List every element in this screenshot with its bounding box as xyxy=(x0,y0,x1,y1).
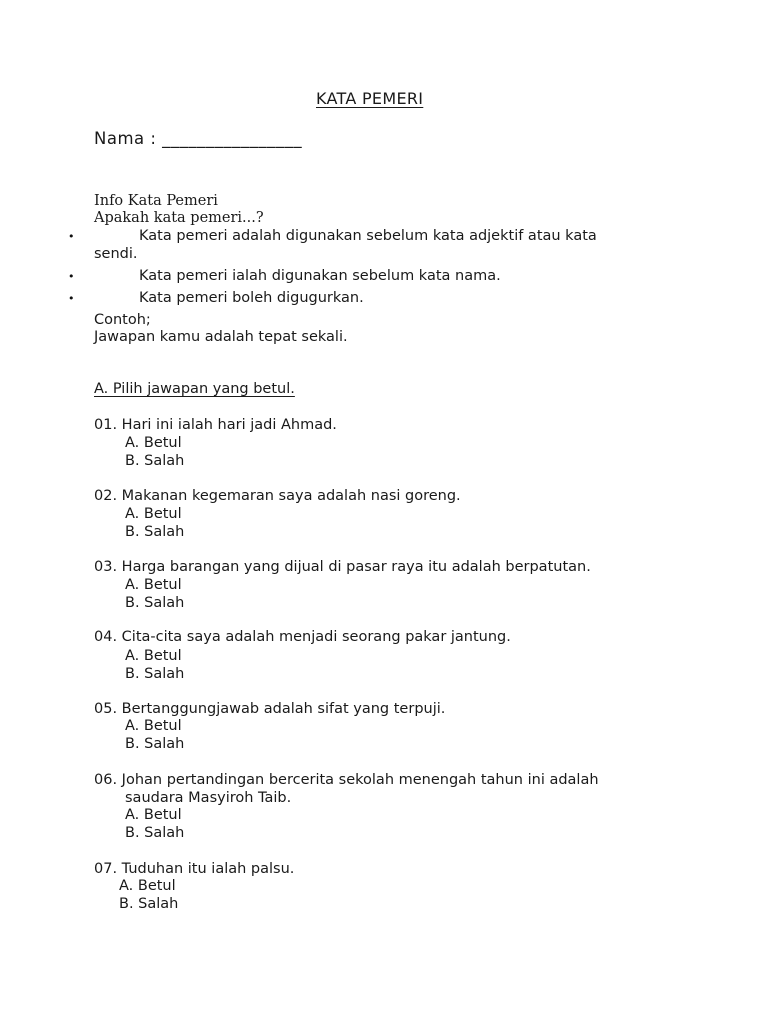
option-b: B. Salah xyxy=(119,896,179,912)
question-text: 07. Tuduhan itu ialah palsu. xyxy=(94,861,295,877)
bullet-text-1-cont: sendi. xyxy=(94,246,138,262)
bullet-text-1: Kata pemeri adalah digunakan sebelum kata adjektif atau kata xyxy=(139,228,597,244)
question-text: 01. Hari ini ialah hari jadi Ahmad. xyxy=(94,417,337,433)
section-a-heading: A. Pilih jawapan yang betul. xyxy=(94,381,295,397)
option-a: A. Betul xyxy=(125,577,182,593)
contoh-text: Jawapan kamu adalah tepat sekali. xyxy=(94,329,348,345)
question-text: 02. Makanan kegemaran saya adalah nasi goreng. xyxy=(94,488,461,504)
bullet-text-2: Kata pemeri ialah digunakan sebelum kata nama. xyxy=(139,268,501,284)
option-a: A. Betul xyxy=(119,878,176,894)
question-text: 05. Bertanggungjawab adalah sifat yang terpuji. xyxy=(94,701,446,717)
option-b: B. Salah xyxy=(125,736,185,752)
info-question: Apakah kata pemeri...? xyxy=(94,210,264,226)
bullet-icon: • xyxy=(68,230,75,243)
option-a: A. Betul xyxy=(125,506,182,522)
option-a: A. Betul xyxy=(125,718,182,734)
info-heading: Info Kata Pemeri xyxy=(94,193,218,209)
option-b: B. Salah xyxy=(125,825,185,841)
option-a: A. Betul xyxy=(125,648,182,664)
option-b: B. Salah xyxy=(125,524,185,540)
option-b: B. Salah xyxy=(125,666,185,682)
name-field-line: Nama : ________________ xyxy=(94,129,303,148)
question-text: 06. Johan pertandingan bercerita sekolah menengah tahun ini adalah xyxy=(94,772,599,788)
option-a: A. Betul xyxy=(125,807,182,823)
bullet-text-3: Kata pemeri boleh digugurkan. xyxy=(139,290,364,306)
bullet-icon: • xyxy=(68,292,75,305)
question-text: 04. Cita-cita saya adalah menjadi seorang pakar jantung. xyxy=(94,629,511,645)
option-a: A. Betul xyxy=(125,435,182,451)
contoh-label: Contoh; xyxy=(94,312,151,328)
page-title: KATA PEMERI xyxy=(316,89,424,108)
option-b: B. Salah xyxy=(125,453,185,469)
question-text: 03. Harga barangan yang dijual di pasar raya itu adalah berpatutan. xyxy=(94,559,591,575)
option-b: B. Salah xyxy=(125,595,185,611)
question-text-cont: saudara Masyiroh Taib. xyxy=(125,790,292,806)
bullet-icon: • xyxy=(68,270,75,283)
